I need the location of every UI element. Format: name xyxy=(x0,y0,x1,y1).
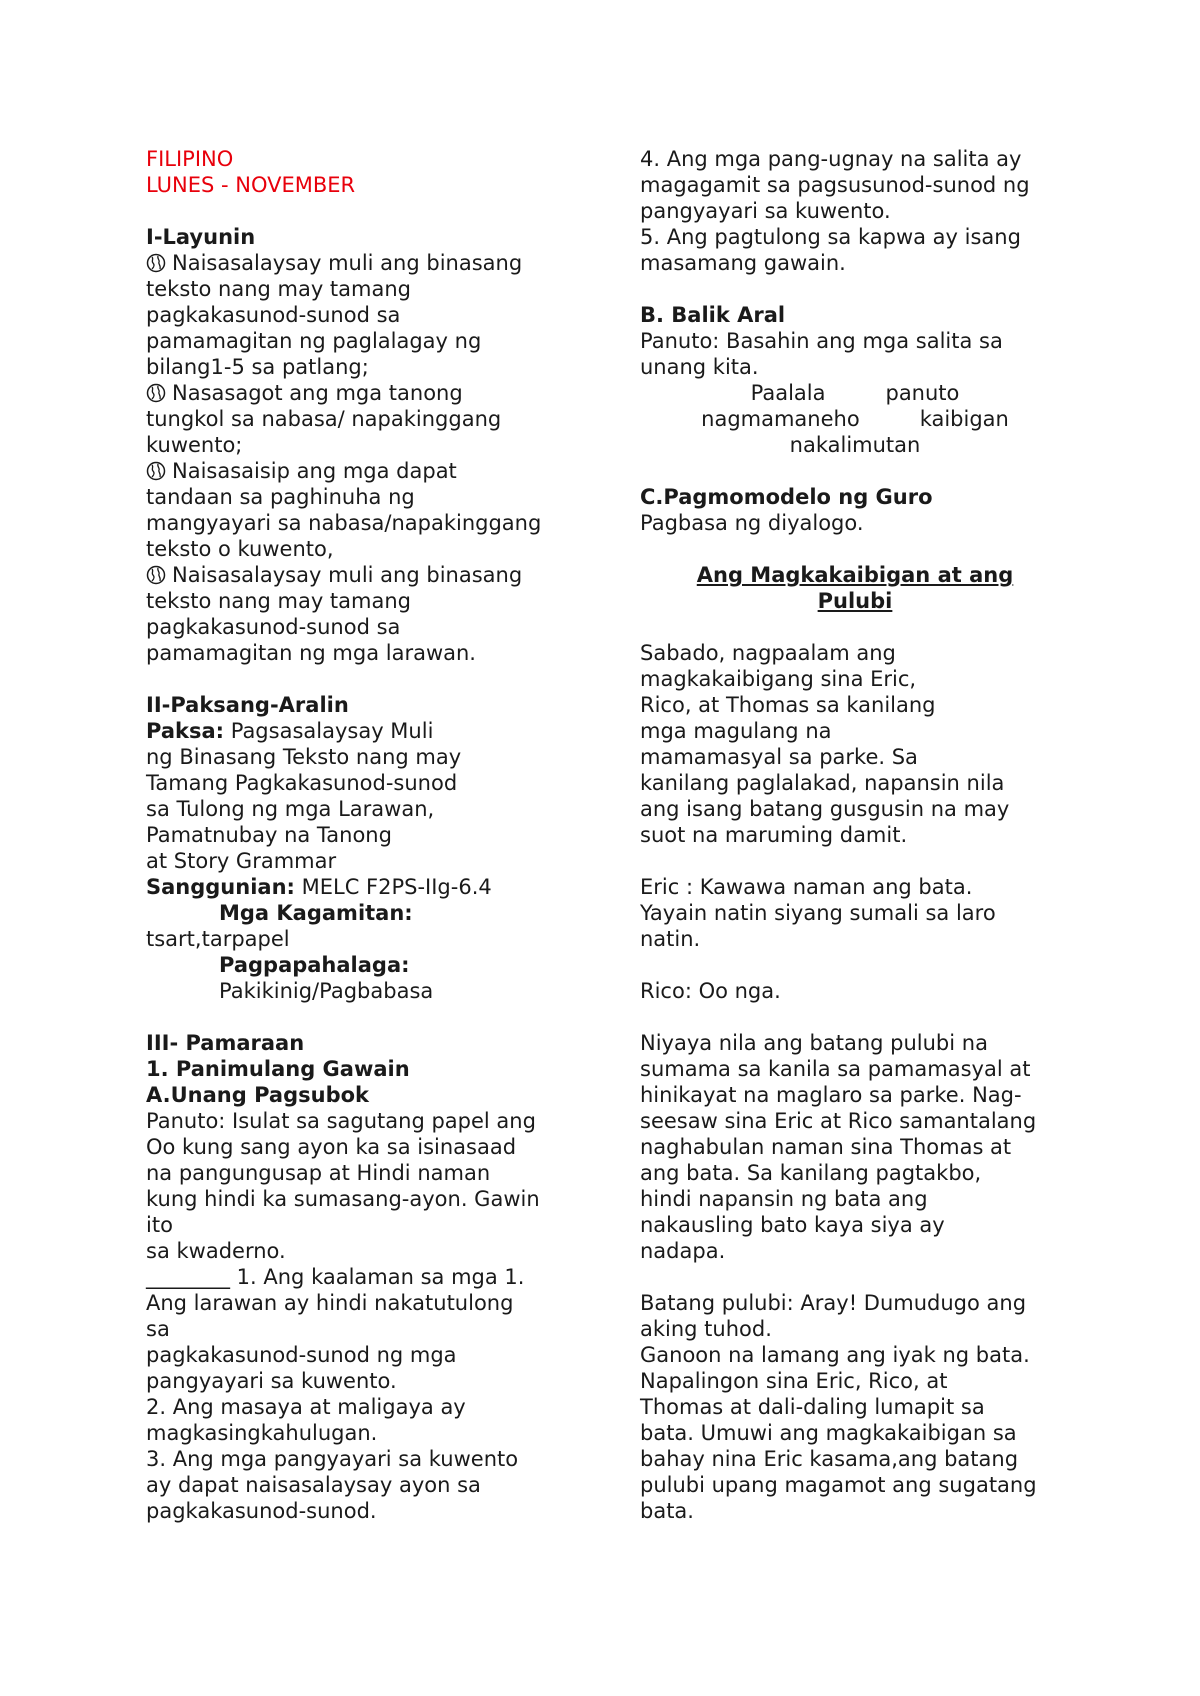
objective-line: tandaan sa paghinuha ng xyxy=(146,485,415,509)
story-line: nakausling bato kaya siya ay xyxy=(640,1213,945,1237)
story-line: Niyaya nila ang batang pulubi na xyxy=(640,1031,988,1055)
paksa-line: Tamang Pagkakasunod-sunod xyxy=(146,771,458,795)
panuto-line: Panuto: Isulat sa sagutang papel ang xyxy=(146,1109,536,1133)
objective-line: Nasasagot ang mga tanong xyxy=(146,380,576,406)
story-body xyxy=(640,640,1070,1524)
test-item-line: 4. Ang mga pang-ugnay na salita ay xyxy=(640,147,1022,171)
kagamitan-label: Mga Kagamitan: xyxy=(219,901,413,925)
day-title: LUNES - NOVEMBER xyxy=(146,173,356,197)
objective-line: teksto o kuwento, xyxy=(146,537,334,561)
objective-line: bilang1-5 sa patlang; xyxy=(146,355,369,379)
test-item-line: pangyayari sa kuwento. xyxy=(146,1369,397,1393)
story-line: pulubi upang magamot ang sugatang xyxy=(640,1473,1037,1497)
paksa-line xyxy=(146,718,576,744)
panuto-line: Panuto: Basahin ang mga salita sa xyxy=(640,329,1003,353)
objective-line: Naisasalaysay muli ang binasang xyxy=(146,250,576,276)
test-item-line: pagkakasunod-sunod ng mga xyxy=(146,1343,457,1367)
story-line: Sabado, nagpaalam ang xyxy=(640,641,896,665)
story-line: Yayain natin siyang sumali sa laro xyxy=(640,901,996,925)
test-item-line: magkasingkahulugan. xyxy=(146,1421,378,1445)
panuto-line: sa kwaderno. xyxy=(146,1239,286,1263)
panimulang-gawain-heading: 1. Panimulang Gawain xyxy=(146,1057,410,1081)
globe-icon xyxy=(146,253,166,273)
test-item-line: ________ 1. Ang kaalaman sa mga 1. xyxy=(146,1265,525,1289)
story-line: Rico: Oo nga. xyxy=(640,979,781,1003)
pagmomodelo-intro: Pagbasa ng diyalogo. xyxy=(640,511,864,535)
left-column xyxy=(146,146,576,1524)
unang-pagsubok-heading: A.Unang Pagsubok xyxy=(146,1083,369,1107)
paksa-line: at Story Grammar xyxy=(146,849,337,873)
panuto-line: kung hindi ka sumasang-ayon. Gawin xyxy=(146,1187,540,1211)
subject-title: FILIPINO xyxy=(146,147,234,171)
story-line: Rico, at Thomas sa kanilang xyxy=(640,693,936,717)
test-item-line: pangyayari sa kuwento. xyxy=(640,199,891,223)
objective-line: teksto nang may tamang xyxy=(146,589,412,613)
story-line: kanilang paglalakad, napansin nila xyxy=(640,771,1005,795)
globe-icon xyxy=(146,383,166,403)
globe-icon xyxy=(146,565,166,585)
kagamitan-value: tsart,tarpapel xyxy=(146,927,290,951)
story-line: Napalingon sina Eric, Rico, at xyxy=(640,1369,948,1393)
word: nakalimutan xyxy=(789,433,921,457)
story-line: bata. Umuwi ang magkakaibigan sa xyxy=(640,1421,1017,1445)
paksa-line: sa Tulong ng mga Larawan, xyxy=(146,797,435,821)
test-item-line: 3. Ang mga pangyayari sa kuwento xyxy=(146,1447,519,1471)
globe-icon xyxy=(146,461,166,481)
test-item-line: 2. Ang masaya at maligaya ay xyxy=(146,1395,466,1419)
story-line: ang isang batang gusgusin na may xyxy=(640,797,1010,821)
story-line: Eric : Kawawa naman ang bata. xyxy=(640,875,973,899)
paksang-aralin-heading: II-Paksang-Aralin xyxy=(146,693,349,717)
story-line: Batang pulubi: Aray! Dumudugo ang xyxy=(640,1291,1027,1315)
panuto-line: na pangungusap at Hindi naman xyxy=(146,1161,491,1185)
objective-line: Naisasaisip ang mga dapat xyxy=(146,458,576,484)
word: kaibigan xyxy=(919,407,1009,431)
test-item-line: 5. Ang pagtulong sa kapwa ay isang xyxy=(640,225,1021,249)
word: Paalala xyxy=(750,381,826,405)
story-line: bahay nina Eric kasama,ang batang xyxy=(640,1447,1019,1471)
objective-line: teksto nang may tamang xyxy=(146,277,412,301)
objective-line: Naisasalaysay muli ang binasang xyxy=(146,562,576,588)
word-row xyxy=(640,380,1070,406)
paksa-line: Pamatnubay na Tanong xyxy=(146,823,392,847)
sanggunian-line xyxy=(146,874,576,900)
test-item-line: pagkakasunod-sunod. xyxy=(146,1499,377,1523)
test-item-line: Ang larawan ay hindi nakatutulong xyxy=(146,1291,514,1315)
test-item-line: magagamit sa pagsusunod-sunod ng xyxy=(640,173,1030,197)
story-line: seesaw sina Eric at Rico samantalang xyxy=(640,1109,1037,1133)
story-line: nadapa. xyxy=(640,1239,726,1263)
story-line: hinikayat na maglaro sa parke. Nag- xyxy=(640,1083,1022,1107)
sanggunian-label: Sanggunian: xyxy=(146,875,295,899)
pagmomodelo-heading: C.Pagmomodelo ng Guro xyxy=(640,485,933,509)
story-line: sumama sa kanila sa pamamasyal at xyxy=(640,1057,1031,1081)
objective-line: tungkol sa nabasa/ napakinggang xyxy=(146,407,502,431)
story-line: mga magulang na xyxy=(640,719,832,743)
story-line: magkakaibigang sina Eric, xyxy=(640,667,917,691)
story-line: bata. xyxy=(640,1499,694,1523)
word: panuto xyxy=(885,381,960,405)
story-line: natin. xyxy=(640,927,701,951)
test-item-line: sa xyxy=(146,1317,170,1341)
story-line: hindi napansin ng bata ang xyxy=(640,1187,928,1211)
paksa-label: Paksa: xyxy=(146,719,225,743)
pagpapahalaga-label: Pagpapahalaga: xyxy=(219,953,410,977)
test-item-line: ay dapat naisasalaysay ayon sa xyxy=(146,1473,481,1497)
paksa-value: Pagsasalaysay Muli xyxy=(224,719,434,743)
pagpapahalaga-value: Pakikinig/Pagbabasa xyxy=(219,979,434,1003)
story-title xyxy=(640,562,1070,614)
story-title-line: Pulubi xyxy=(817,589,893,613)
unang-pagsubok-items xyxy=(146,1264,576,1524)
story-line: naghabulan naman sina Thomas at xyxy=(640,1135,1012,1159)
panuto-line: ito xyxy=(146,1213,173,1237)
objective-line: pagkakasunod-sunod sa xyxy=(146,615,401,639)
right-column xyxy=(640,146,1070,1524)
objective-line: kuwento; xyxy=(146,433,243,457)
paksa-line: ng Binasang Teksto nang may xyxy=(146,745,462,769)
balik-aral-panuto xyxy=(640,328,1070,380)
objective-line: mangyayari sa nabasa/napakinggang xyxy=(146,511,542,535)
test-item-line: masamang gawain. xyxy=(640,251,846,275)
balik-aral-heading: B. Balik Aral xyxy=(640,303,786,327)
objective-line: pamamagitan ng mga larawan. xyxy=(146,641,476,665)
word-row xyxy=(640,432,1070,458)
sanggunian-value: MELC F2PS-IIg-6.4 xyxy=(294,875,492,899)
layunin-heading: I-Layunin xyxy=(146,225,256,249)
story-title-line: Ang Magkakaibigan at ang xyxy=(696,563,1014,587)
unang-pagsubok-panuto xyxy=(146,1108,576,1264)
objective-line: pamamagitan ng paglalagay ng xyxy=(146,329,482,353)
story-line: Thomas at dali-daling lumapit sa xyxy=(640,1395,985,1419)
story-line: suot na maruming damit. xyxy=(640,823,908,847)
panuto-line: Oo kung sang ayon ka sa isinasaad xyxy=(146,1135,517,1159)
objectives-list xyxy=(146,250,576,666)
objective-line: pagkakasunod-sunod sa xyxy=(146,303,401,327)
word: nagmamaneho xyxy=(701,407,860,431)
story-line: Ganoon na lamang ang iyak ng bata. xyxy=(640,1343,1030,1367)
panuto-line: unang kita. xyxy=(640,355,759,379)
story-line: ang bata. Sa kanilang pagtakbo, xyxy=(640,1161,982,1185)
story-line: aking tuhod. xyxy=(640,1317,772,1341)
pamaraan-heading: III- Pamaraan xyxy=(146,1031,305,1055)
unang-pagsubok-items-cont xyxy=(640,146,1070,276)
story-line: mamamasyal sa parke. Sa xyxy=(640,745,918,769)
word-row xyxy=(640,406,1070,432)
